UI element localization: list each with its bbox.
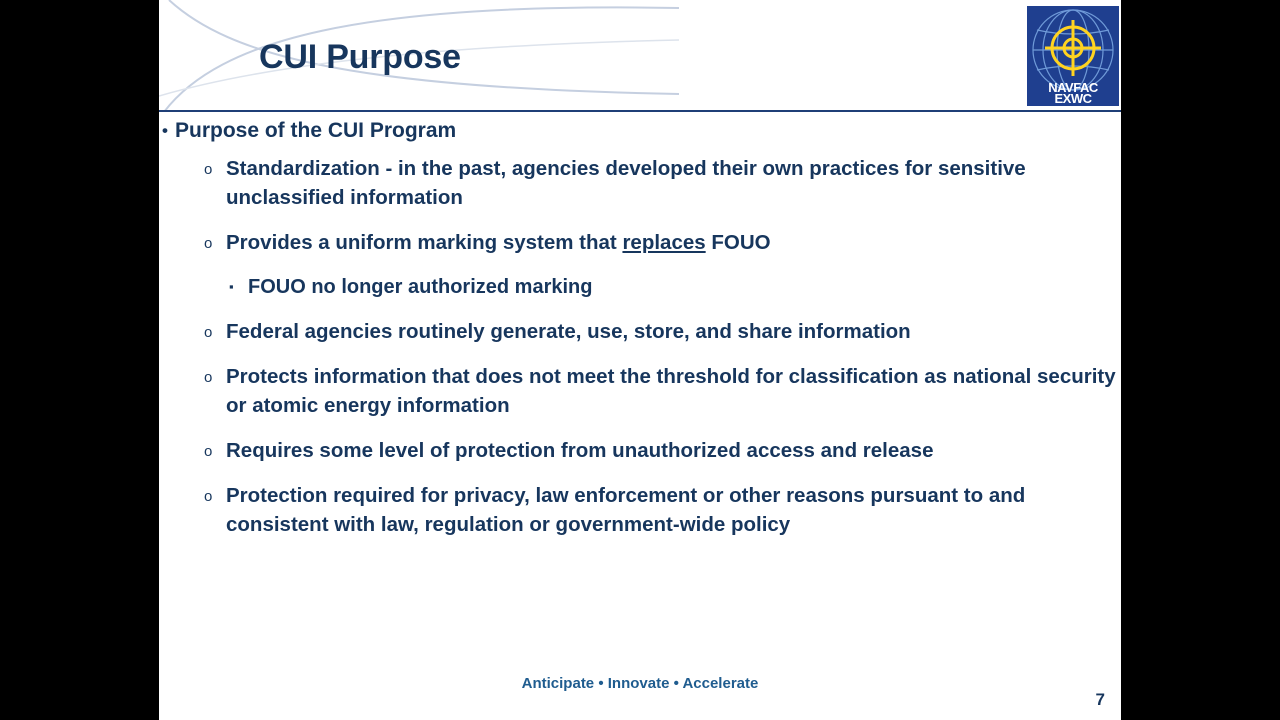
bullet-marker-icon: o (204, 324, 213, 341)
slide (159, 0, 1121, 720)
bullet-text: Protection required for privacy, law enforcement or other reasons pursuant to and consistent with law, regulation or government-wide policy (226, 484, 1026, 536)
bullet-marker-icon: ▪ (229, 279, 234, 294)
bullet-level1 (159, 118, 1121, 144)
bullet-text: Purpose of the CUI Program (175, 119, 457, 142)
bullet-level3 (159, 273, 1121, 301)
bullet-level2 (159, 362, 1121, 420)
slide-header (159, 0, 1121, 112)
navfac-exwc-logo (1027, 6, 1119, 106)
bullet-level2 (159, 436, 1121, 465)
logo-text-line2: EXWC (1054, 91, 1092, 106)
bullet-text: Protects information that does not meet the threshold for classification as national security or atomic energy information (226, 365, 1116, 417)
bullet-level2 (159, 154, 1121, 212)
bullet-marker-icon: o (204, 369, 213, 386)
bullet-text-before: Provides a uniform marking system that (226, 231, 623, 254)
bullet-level2 (159, 481, 1121, 539)
bullet-marker-icon: o (204, 443, 213, 460)
bullet-marker-icon: o (204, 161, 213, 178)
bullet-text: Federal agencies routinely generate, use, store, and share information (226, 320, 911, 343)
header-divider (159, 110, 1121, 112)
logo-text (1027, 82, 1119, 104)
logo-text-line1: NAVFAC (1048, 80, 1098, 95)
bullet-text: FOUO no longer authorized marking (248, 276, 593, 298)
bullet-level2 (159, 228, 1121, 257)
bullet-level2 (159, 317, 1121, 346)
bullet-marker-icon: o (204, 488, 213, 505)
bullet-text: Requires some level of protection from unauthorized access and release (226, 439, 934, 462)
page-title: CUI Purpose (259, 38, 461, 76)
bullet-marker-icon: o (204, 235, 213, 252)
bullet-marker-icon: • (162, 121, 168, 140)
bullet-text-after: FOUO (705, 231, 771, 254)
bullet-text-underlined: replaces (622, 231, 706, 254)
bullet-text: Standardization - in the past, agencies developed their own practices for sensitive unclassified information (226, 157, 1026, 209)
footer-tagline: Anticipate • Innovate • Accelerate (521, 675, 759, 692)
page-number: 7 (1095, 690, 1105, 709)
slide-content (159, 118, 1121, 658)
